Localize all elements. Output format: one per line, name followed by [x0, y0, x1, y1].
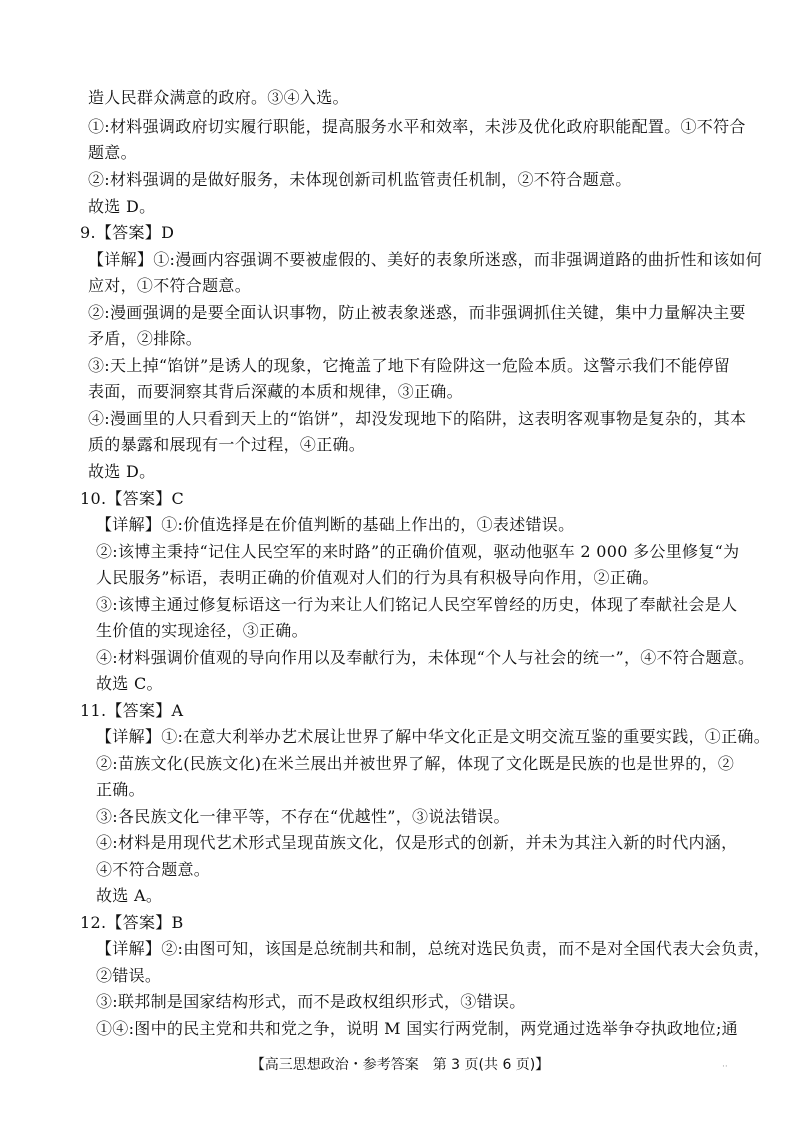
- text-line: ④:漫画里的人只看到天上的“馅饼”，却没发现地下的陷阱，这表明客观事物是复杂的，其本: [88, 409, 747, 428]
- text-line: 应对，①不符合题意。: [88, 276, 252, 295]
- text-line: ③:联邦制是国家结构形式，而不是政权组织形式，③错误。: [96, 992, 526, 1011]
- text-line: ②:漫画强调的是要全面认识事物，防止被表象迷惑，而非强调抓住关键，集中力量解决主要: [88, 303, 746, 322]
- text-line: 正确。: [96, 780, 145, 799]
- text-line: ②:材料强调的是做好服务，未体现创新司机监管责任机制，②不符合题意。: [88, 170, 632, 189]
- text-line: ③:该博主通过修复标语这一行为来让人们铭记人民空军曾经的历史，体现了奉献社会是人: [96, 595, 738, 614]
- text-line: ①:材料强调政府切实履行职能，提高服务水平和效率，未涉及优化政府职能配置。①不符合: [88, 117, 746, 136]
- text-line: ③:天上掉“馅饼”是诱人的现象，它掩盖了地下有险阱这一危险本质。这警示我们不能停留: [88, 356, 731, 375]
- text-line: 造人民群众满意的政府。③④入选。: [88, 88, 349, 107]
- text-line: 【详解】①:漫画内容强调不要被虚假的、美好的表象所迷惑，而非强调道路的曲折性和该如何: [88, 250, 762, 269]
- question-10-answer: 10.【答案】C: [80, 489, 185, 508]
- text-line: 【详解】①:在意大利举办艺术展让世界了解中华文化正是文明交流互鉴的重要实践，①正确。: [96, 727, 770, 746]
- question-12-answer: 12.【答案】B: [80, 913, 184, 932]
- text-line: ③:各民族文化一律平等，不存在“优越性”，③说法错误。: [96, 807, 510, 826]
- text-line: 【详解】①:价值选择是在价值判断的基础上作出的，①表述错误。: [96, 515, 575, 534]
- page-footer: 【高三思想政治・参考答案 第 3 页(共 6 页)】: [250, 1057, 550, 1073]
- text-line: 故选 D。: [88, 197, 156, 216]
- text-line: ④不符合题意。: [96, 860, 211, 879]
- text-line: 故选 D。: [88, 462, 156, 481]
- text-line: ④:材料是用现代艺术形式呈现苗族文化，仅是形式的创新，并未为其注入新的时代内涵，: [96, 833, 738, 852]
- question-11-answer: 11.【答案】A: [80, 701, 184, 720]
- text-line: ④:材料强调价值观的导向作用以及奉献行为，未体现“个人与社会的统一”，④不符合题意。: [96, 648, 755, 667]
- text-line: 故选 A。: [96, 886, 163, 905]
- margin-mark: ··: [722, 1062, 728, 1072]
- question-9-answer: 9.【答案】D: [80, 223, 175, 242]
- text-line: ②:苗族文化(民族文化)在米兰展出并被世界了解，体现了文化既是民族的也是世界的，②: [96, 754, 735, 773]
- text-line: 人民服务”标语，表明正确的价值观对人们的行为具有积极导向作用，②正确。: [96, 568, 659, 587]
- text-line: 故选 C。: [96, 674, 163, 693]
- text-line: 矛盾，②排除。: [88, 329, 203, 348]
- text-line: ①④:图中的民主党和共和党之争，说明 M 国实行两党制，两党通过选举争夺执政地位;通: [96, 1019, 738, 1038]
- text-line: 表面，而要洞察其背后深藏的本质和规律，③正确。: [88, 382, 463, 401]
- text-line: 题意。: [88, 143, 137, 162]
- text-line: ②:该博主秉持“记住人民空军的来时路”的正确价值观，驱动他驱车 2 000 多公里修复“为: [96, 542, 740, 561]
- text-line: 质的暴露和展现有一个过程，④正确。: [88, 435, 366, 454]
- text-line: 生价值的实现途径，③正确。: [96, 621, 308, 640]
- text-line: 【详解】②:由图可知，该国是总统制共和制，总统对选民负责，而不是对全国代表大会负责，: [96, 939, 770, 958]
- text-line: ②错误。: [96, 966, 162, 985]
